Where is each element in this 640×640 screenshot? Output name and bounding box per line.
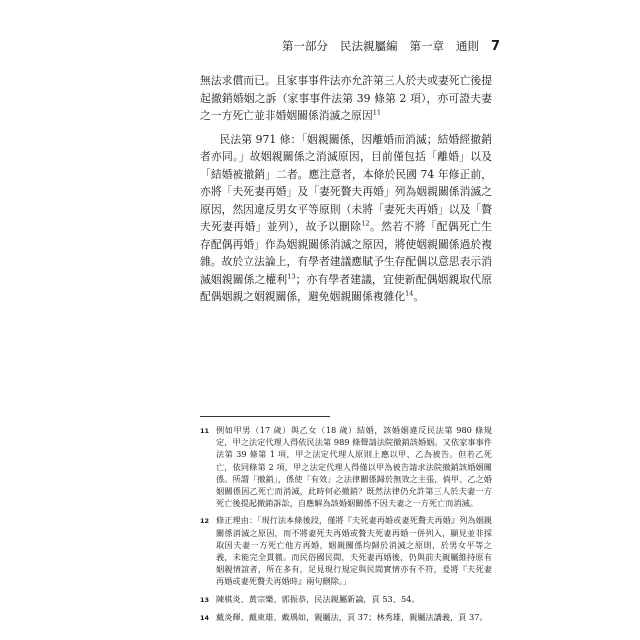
footnote-number: 13 [200, 595, 210, 604]
footnote-number: 14 [200, 613, 210, 622]
header-part: 第一部分 [281, 39, 328, 53]
header-book: 民法親屬編 [339, 39, 398, 53]
footnote-14 [200, 611, 492, 624]
footnote-number: 12 [200, 517, 210, 526]
paragraph-2-text-c: ；亦有學者建議，宜使新配偶姻親取代原配偶姻親之姻親關係，避免姻親關係複雜化 [200, 272, 493, 303]
body-text [200, 72, 492, 312]
running-header [260, 38, 500, 54]
footnote-11 [200, 424, 492, 509]
footnotes [200, 424, 492, 629]
paragraph-1 [200, 72, 492, 125]
footnote-ref-12: 12 [361, 219, 370, 228]
footnote-text: 例如甲男（17 歲）與乙女（18 歲）結婚，該婚姻違反民法第 980 條規定，甲之法定代理人得依民法第 989 條聲請法院撤銷該婚姻。又依家事事件法第 39 條第 1 項，甲之法定代理人原則上應以甲、乙為被告。但若乙死亡，依同條第 2 項，甲之法定代理人得僅以甲為被告請求法院撤銷該婚姻關係。所謂「撤銷」，係使「有效」之法律關係歸於無效之主張，倘甲、乙之婚姻關係因乙死亡而消滅，此時何必撤銷？既然法律仍允許第三人於夫妻一方死亡後提起撤銷訴訟，自應解為該婚姻關係不因夫妻之一方死亡而消滅。 [216, 425, 492, 509]
footnote-13 [200, 593, 492, 606]
footnote-text: 陳棋炎、黃宗樂、郭振恭，民法親屬新論，頁 53、54。 [216, 593, 420, 604]
footnote-ref-11: 11 [372, 108, 382, 117]
footnote-text: 戴炎輝、戴東雄、戴瑀如，親屬法，頁 37；林秀雄，親屬法講義，頁 37。 [216, 611, 488, 622]
header-section: 通則 [455, 39, 479, 53]
paragraph-1-text: 無法求償而已。且家事事件法亦允許第三人於夫或妻死亡後提起撤銷婚姻之訴（家事事件法第 39 條第 2 項），亦可證夫妻之一方死亡並非婚姻關係消滅之原因 [200, 74, 492, 122]
paragraph-2 [200, 131, 492, 306]
page-number: 7 [490, 39, 500, 54]
header-chapter: 第一章 [409, 39, 444, 53]
footnote-divider [200, 416, 330, 417]
paragraph-2-text-a: 民法第 971 條：「姻親關係，因離婚而消滅；結婚經撤銷者亦同。」故姻親關係之消滅原因，目前僅包括「離婚」以及「結婚被撤銷」二者。應注意者，本條於民國 74 年修正前，亦將「夫死妻再婚」及「妻死贅夫再婚」列為姻親關係消滅之原因，然因違反男女平等原則（未將「妻死夫再婚」以及「贅夫死妻再婚」並列），故予以刪除 [200, 132, 492, 233]
footnote-number: 11 [200, 427, 210, 435]
footnote-text: 修正理由：「現行法本條後段，僅將『夫死妻再婚或妻死贅夫再婚』列為姻親關係消滅之原因，而不將妻死夫再婚或贅夫死妻再婚一併列入，顯見並非採取因夫妻一方死亡他方再婚，姻親關係均歸於消滅之原則，於男女平等之義，未能完全貫徹。而民俗國民間，夫死妻再婚後，仍與前夫親屬維持原有姻親情誼者，所在多有，足見現行規定與民間實情亦有不符，爰將『夫死妻再婚或妻死贅夫再婚時』兩句刪除。」 [216, 515, 492, 587]
paragraph-2-end: 。 [413, 290, 425, 303]
footnote-ref-14: 14 [405, 289, 414, 298]
paragraph-2-text-b: 。然若不將「配偶死亡生存配偶再婚」作為姻親關係消滅之原因，將使姻親關係過於複雜。故於立法論上，有學者建議應賦予生存配偶以意思表示消滅姻親關係之權利 [200, 220, 493, 286]
footnote-12 [200, 514, 492, 587]
footnote-ref-13: 13 [287, 271, 296, 280]
